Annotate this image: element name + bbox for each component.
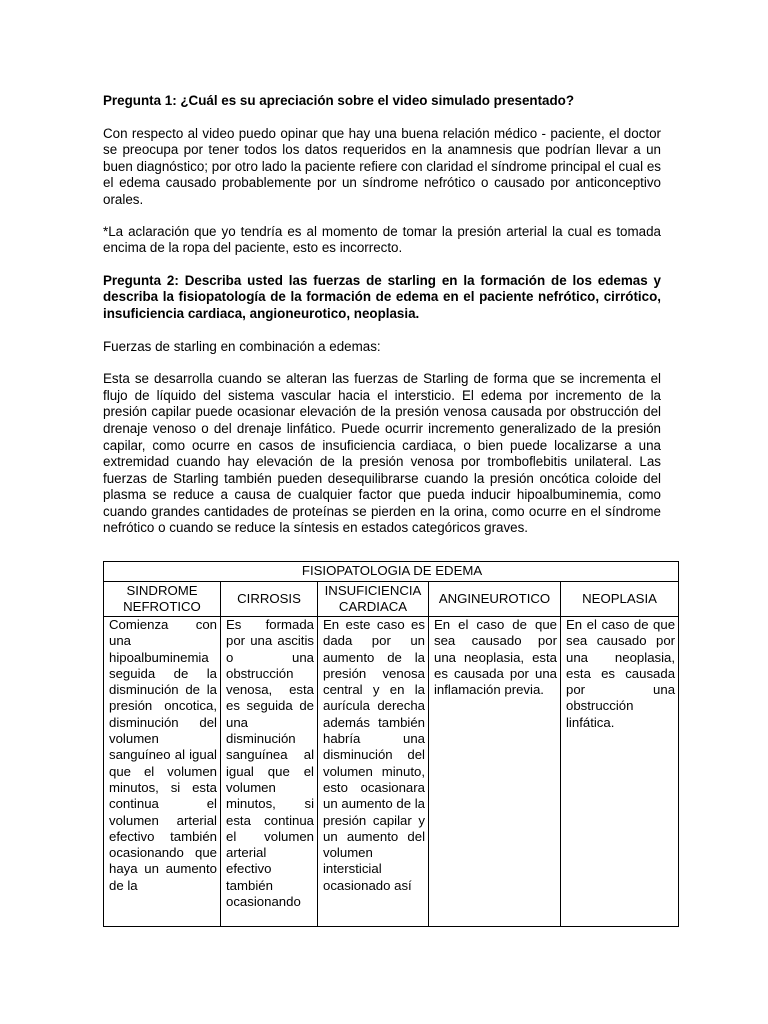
clarification-paragraph: *La aclaración que yo tendría es al momento de tomar la presión arterial la cual es tomada encima de la ropa del paciente, esto es incorrecto. xyxy=(103,223,661,256)
header-insuficiencia-cardiaca: INSUFICIENCIA CARDIACA xyxy=(318,582,429,617)
cell-text: Comienza con una hipoalbuminemia seguida de la disminución de la presión oncotica, disminución del volumen sanguíneo al igual que el volumen minutos, si esta continua el volumen arterial efectivo también ocasionando que haya un aumento de la xyxy=(109,617,217,893)
cell-neoplasia xyxy=(561,617,679,927)
question-1-heading: Pregunta 1: ¿Cuál es su apreciación sobre el video simulado presentado? xyxy=(103,93,575,108)
fisiopatologia-table xyxy=(103,561,679,927)
cell-text: En el caso de que sea causado por una neoplasia, esta es causada por una inflamación previa. xyxy=(434,617,557,698)
cell-text: En este caso es dada por un aumento de la presión venosa central y en la aurícula derecha además también habría una disminución del volumen minuto, esto ocasionara un aumento de la presión capilar y un aumento del volumen intersticial ocasionado así xyxy=(323,617,425,893)
cell-sindrome-nefrotico xyxy=(104,617,221,927)
header-cirrosis: CIRROSIS xyxy=(221,582,318,617)
starling-paragraph: Esta se desarrolla cuando se alteran las fuerzas de Starling de forma que se incrementa el flujo de líquido del sistema vascular hacia el intersticio. El edema por incremento de la presión capilar puede ocasionar elevación de la presión venosa causada por obstrucción del drenaje venoso o del drenaje linfático. Puede ocurrir incremento generalizado de la presión capilar, como ocurre en casos de insuficiencia cardiaca, o bien puede localizarse a una extremidad cuando hay elevación de la presión venosa por tromboflebitis unilateral. Las fuerzas de Starling también pueden desequilibrarse cuando la presión oncótica coloide del plasma se reduce a causa de cualquier factor que pueda inducir hipoalbuminemia, como cuando grandes cantidades de proteínas se pierden en la orina, como ocurre en el síndrome nefrótico o cuando se reduce la síntesis en estados categóricos graves. xyxy=(103,371,661,536)
table-body-row xyxy=(104,617,679,927)
table-header-row xyxy=(104,582,679,617)
cell-text: Es formada por una ascitis o una obstrucción venosa, esta es seguida de una disminución sanguínea al igual que el volumen minutos, si esta continua el volumen arterial efectivo también ocasionando xyxy=(226,617,314,910)
cell-angineurotico xyxy=(429,617,561,927)
header-sindrome-nefrotico: SINDROME NEFROTICO xyxy=(104,582,221,617)
table-title: FISIOPATOLOGIA DE EDEMA xyxy=(104,562,679,582)
header-neoplasia: NEOPLASIA xyxy=(561,582,679,617)
answer-1-paragraph: Con respecto al video puedo opinar que hay una buena relación médico - paciente, el doctor se preocupa por tener todos los datos requeridos en la anamnesis que podrían llevar a un buen diagnóstico; por otro lado la paciente refiere con claridad el síndrome principal el cual es el edema causado probablemente por un síndrome nefrótico o causado por anticonceptivo orales. xyxy=(103,125,661,207)
question-2-heading: Pregunta 2: Describa usted las fuerzas de starling en la formación de los edemas y describa la fisiopatología de la formación de edema en el paciente nefrótico, cirrótico, insuficiencia cardiaca, angioneurotico, neoplasia. xyxy=(103,272,661,321)
header-angineurotico: ANGINEUROTICO xyxy=(429,582,561,617)
cell-text: En el caso de que sea causado por una neoplasia, esta es causada por una obstrucción linfática. xyxy=(566,617,676,730)
cell-insuficiencia-cardiaca xyxy=(318,617,429,927)
table-title-row xyxy=(104,562,679,582)
starling-subtitle: Fuerzas de starling en combinación a edemas: xyxy=(103,338,381,354)
cell-cirrosis xyxy=(221,617,318,927)
document-body xyxy=(103,93,661,537)
